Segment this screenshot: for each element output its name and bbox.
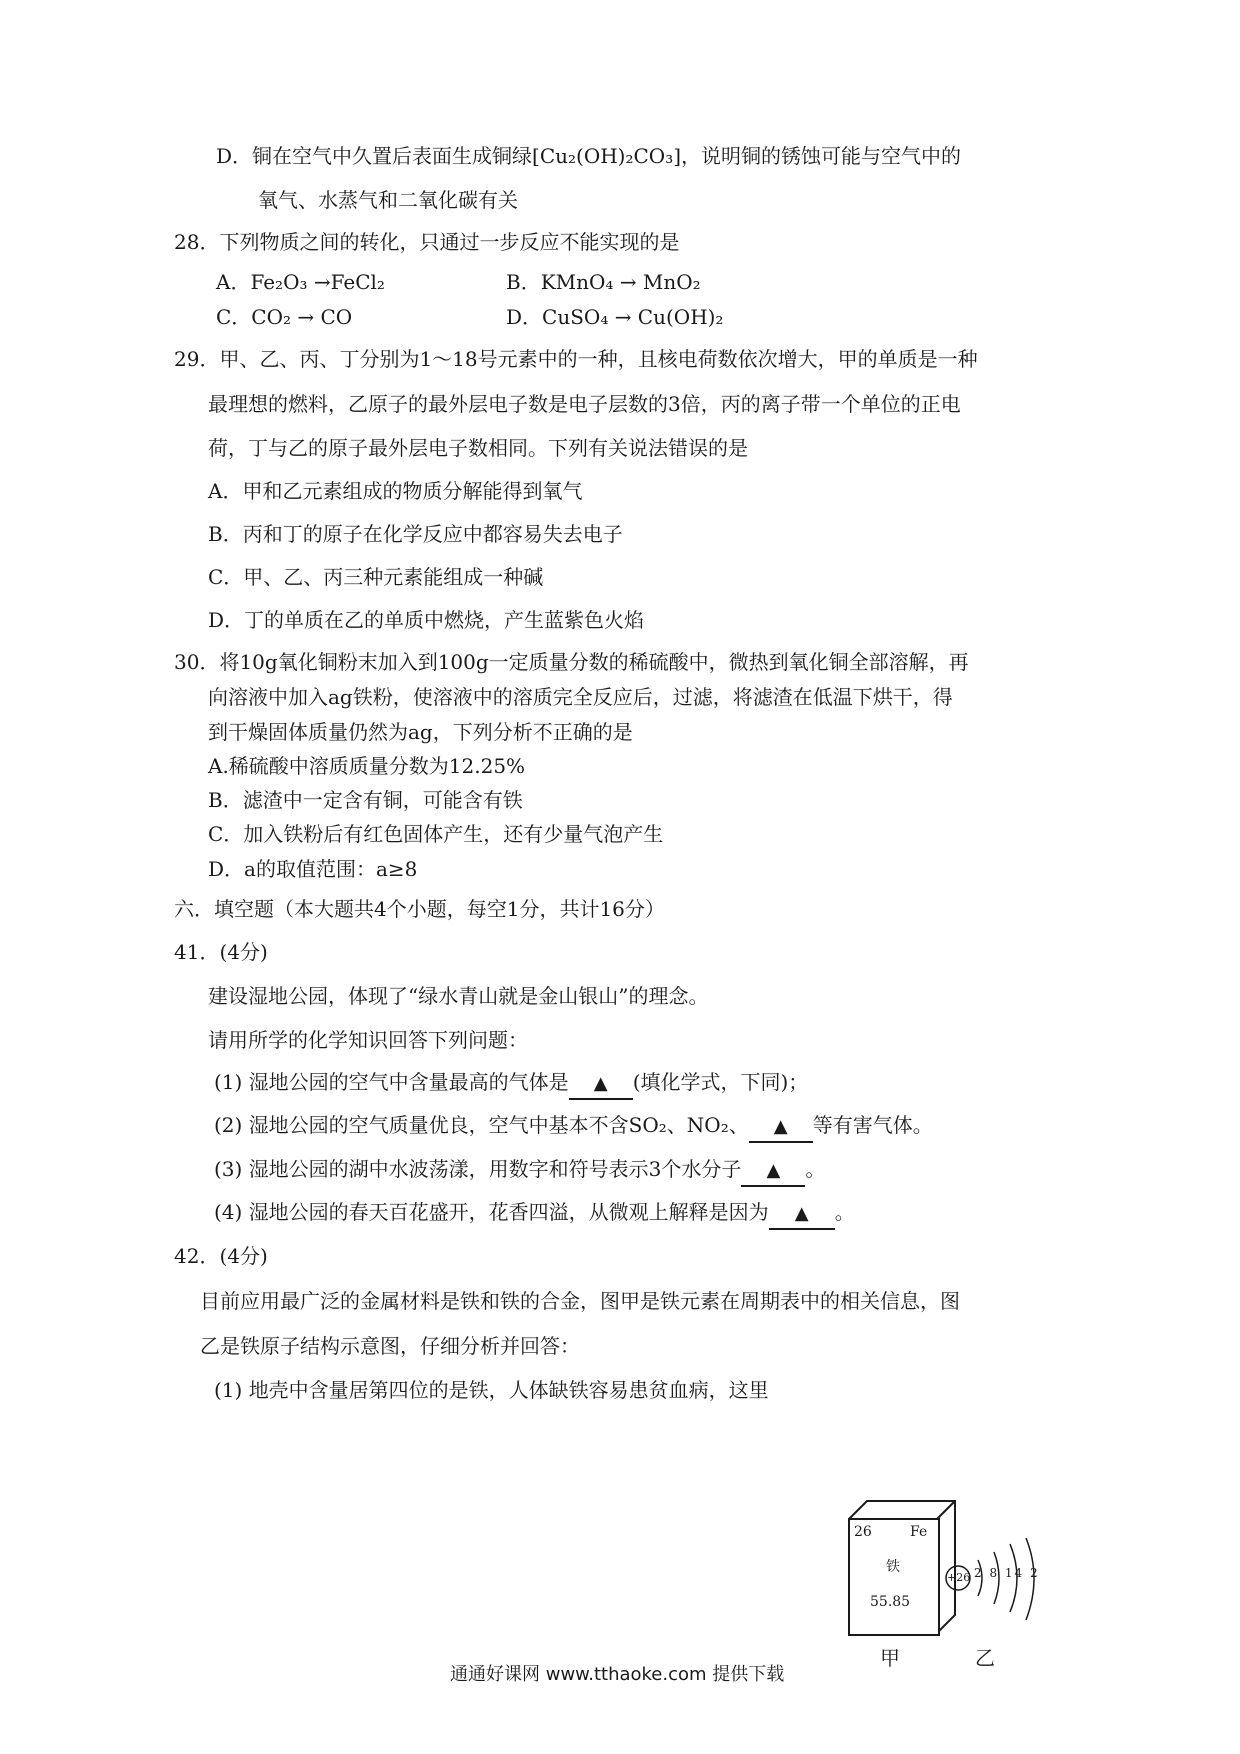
triangle-icon: ▲: [766, 1160, 781, 1181]
q41-prompt: 请用所学的化学知识回答下列问题：: [208, 1028, 528, 1052]
element-symbol: Fe: [910, 1524, 928, 1540]
q29-line3: 荷，丁与乙的原子最外层电子数相同。下列有关说法错误的是: [208, 436, 748, 460]
answer-blank[interactable]: [569, 1068, 633, 1100]
q41-1-suffix: (填化学式，下同)；: [632, 1070, 809, 1094]
q29-option-d: D．丁的单质在乙的单质中燃烧，产生蓝紫色火焰: [208, 608, 645, 632]
q30-line3: 到干燥固体质量仍然为ag，下列分析不正确的是: [208, 720, 633, 744]
answer-blank[interactable]: [769, 1198, 835, 1230]
q41-part-2: [214, 1111, 933, 1143]
question-28: 28．下列物质之间的转化，只通过一步反应不能实现的是: [174, 230, 680, 254]
q41-2-text: (2) 湿地公园的空气质量优良，空气中基本不含SO₂、NO₂、: [214, 1113, 749, 1137]
atom-structure-figure: [944, 1530, 1064, 1640]
q28-option-c: C．CO₂ → CO: [216, 305, 353, 329]
q30-option-b: B．滤渣中一定含有铜，可能含有铁: [208, 788, 523, 812]
nucleus-charge: +26: [947, 1571, 971, 1584]
q28-option-d: D．CuSO₄ → Cu(OH)₂: [506, 305, 724, 329]
q41-4-text: (4) 湿地公园的春天百花盛开，花香四溢，从微观上解释是因为: [214, 1200, 769, 1224]
answer-blank[interactable]: [749, 1111, 813, 1143]
q41-4-suffix: 。: [834, 1200, 855, 1224]
element-name: 铁: [886, 1559, 900, 1575]
atomic-number: 26: [854, 1524, 872, 1540]
q42-intro-line2: 乙是铁原子结构示意图，仔细分析并回答：: [200, 1334, 580, 1358]
page-footer: 通通好课网 www.tthaoke.com 提供下载: [450, 1664, 785, 1685]
q29-option-b: B．丙和丁的原子在化学反应中都容易失去电子: [208, 522, 623, 546]
q42-intro-line1: 目前应用最广泛的金属材料是铁和铁的合金，图甲是铁元素在周期表中的相关信息，图: [200, 1289, 960, 1313]
q30-option-c: C．加入铁粉后有红色固体产生，还有少量气泡产生: [208, 822, 664, 846]
atomic-mass: 55.85: [870, 1594, 911, 1610]
option-d-line1: D．铜在空气中久置后表面生成铜绿[Cu₂(OH)₂CO₃]，说明铜的锈蚀可能与空气中的: [216, 144, 962, 168]
caption-yi: 乙: [975, 1646, 995, 1670]
q30-line2: 向溶液中加入ag铁粉，使溶液中的溶质完全反应后，过滤，将滤渣在低温下烘干，得: [208, 685, 953, 709]
q41-2-suffix: 等有害气体。: [812, 1113, 933, 1137]
section-6-heading: 六．填空题（本大题共4个小题，每空1分，共计16分）: [174, 897, 665, 921]
q41-intro: 建设湿地公园，体现了“绿水青山就是金山银山”的理念。: [208, 984, 709, 1008]
option-d-line2: 氧气、水蒸气和二氧化碳有关: [258, 188, 518, 212]
q30-option-d: D．a的取值范围：a≥8: [208, 857, 418, 881]
cell-face: [848, 1518, 940, 1636]
q28-option-b: B．KMnO₄ → MnO₂: [506, 270, 701, 294]
q41-part-3: [214, 1155, 825, 1187]
q29-option-a: A．甲和乙元素组成的物质分解能得到氧气: [208, 479, 583, 503]
answer-blank[interactable]: [741, 1155, 805, 1187]
q28-option-a: A．Fe₂O₃ →FeCl₂: [216, 270, 385, 294]
q41-part-4: [214, 1198, 855, 1230]
q41-1-text: (1) 湿地公园的空气中含量最高的气体是: [214, 1070, 569, 1094]
q29-line2: 最理想的燃料，乙原子的最外层电子数是电子层数的3倍，丙的离子带一个单位的正电: [208, 392, 961, 416]
caption-jia: 甲: [880, 1646, 900, 1670]
shell-electrons: 2 8 14 2: [974, 1566, 1040, 1580]
q29-option-c: C．甲、乙、丙三种元素能组成一种碱: [208, 565, 544, 589]
q30-option-a: A.稀硫酸中溶质质量分数为12.25%: [208, 754, 526, 778]
question-42: 42．(4分): [174, 1244, 268, 1268]
triangle-icon: ▲: [593, 1073, 608, 1094]
question-41: 41．(4分): [174, 940, 268, 964]
triangle-icon: ▲: [773, 1116, 788, 1137]
q41-3-suffix: 。: [805, 1157, 826, 1181]
electron-shells: [944, 1530, 1064, 1640]
q41-3-text: (3) 湿地公园的湖中水波荡漾，用数字和符号表示3个水分子: [214, 1157, 742, 1181]
question-29: 29．甲、乙、丙、丁分别为1～18号元素中的一种，且核电荷数依次增大，甲的单质是一种: [174, 347, 978, 371]
question-30: 30．将10g氧化铜粉末加入到100g一定质量分数的稀硫酸中，微热到氧化铜全部溶解，再: [174, 650, 969, 674]
q42-part-1: (1) 地壳中含量居第四位的是铁，人体缺铁容易患贫血病，这里: [214, 1378, 769, 1402]
triangle-icon: ▲: [794, 1203, 809, 1224]
q41-part-1: [214, 1068, 808, 1100]
